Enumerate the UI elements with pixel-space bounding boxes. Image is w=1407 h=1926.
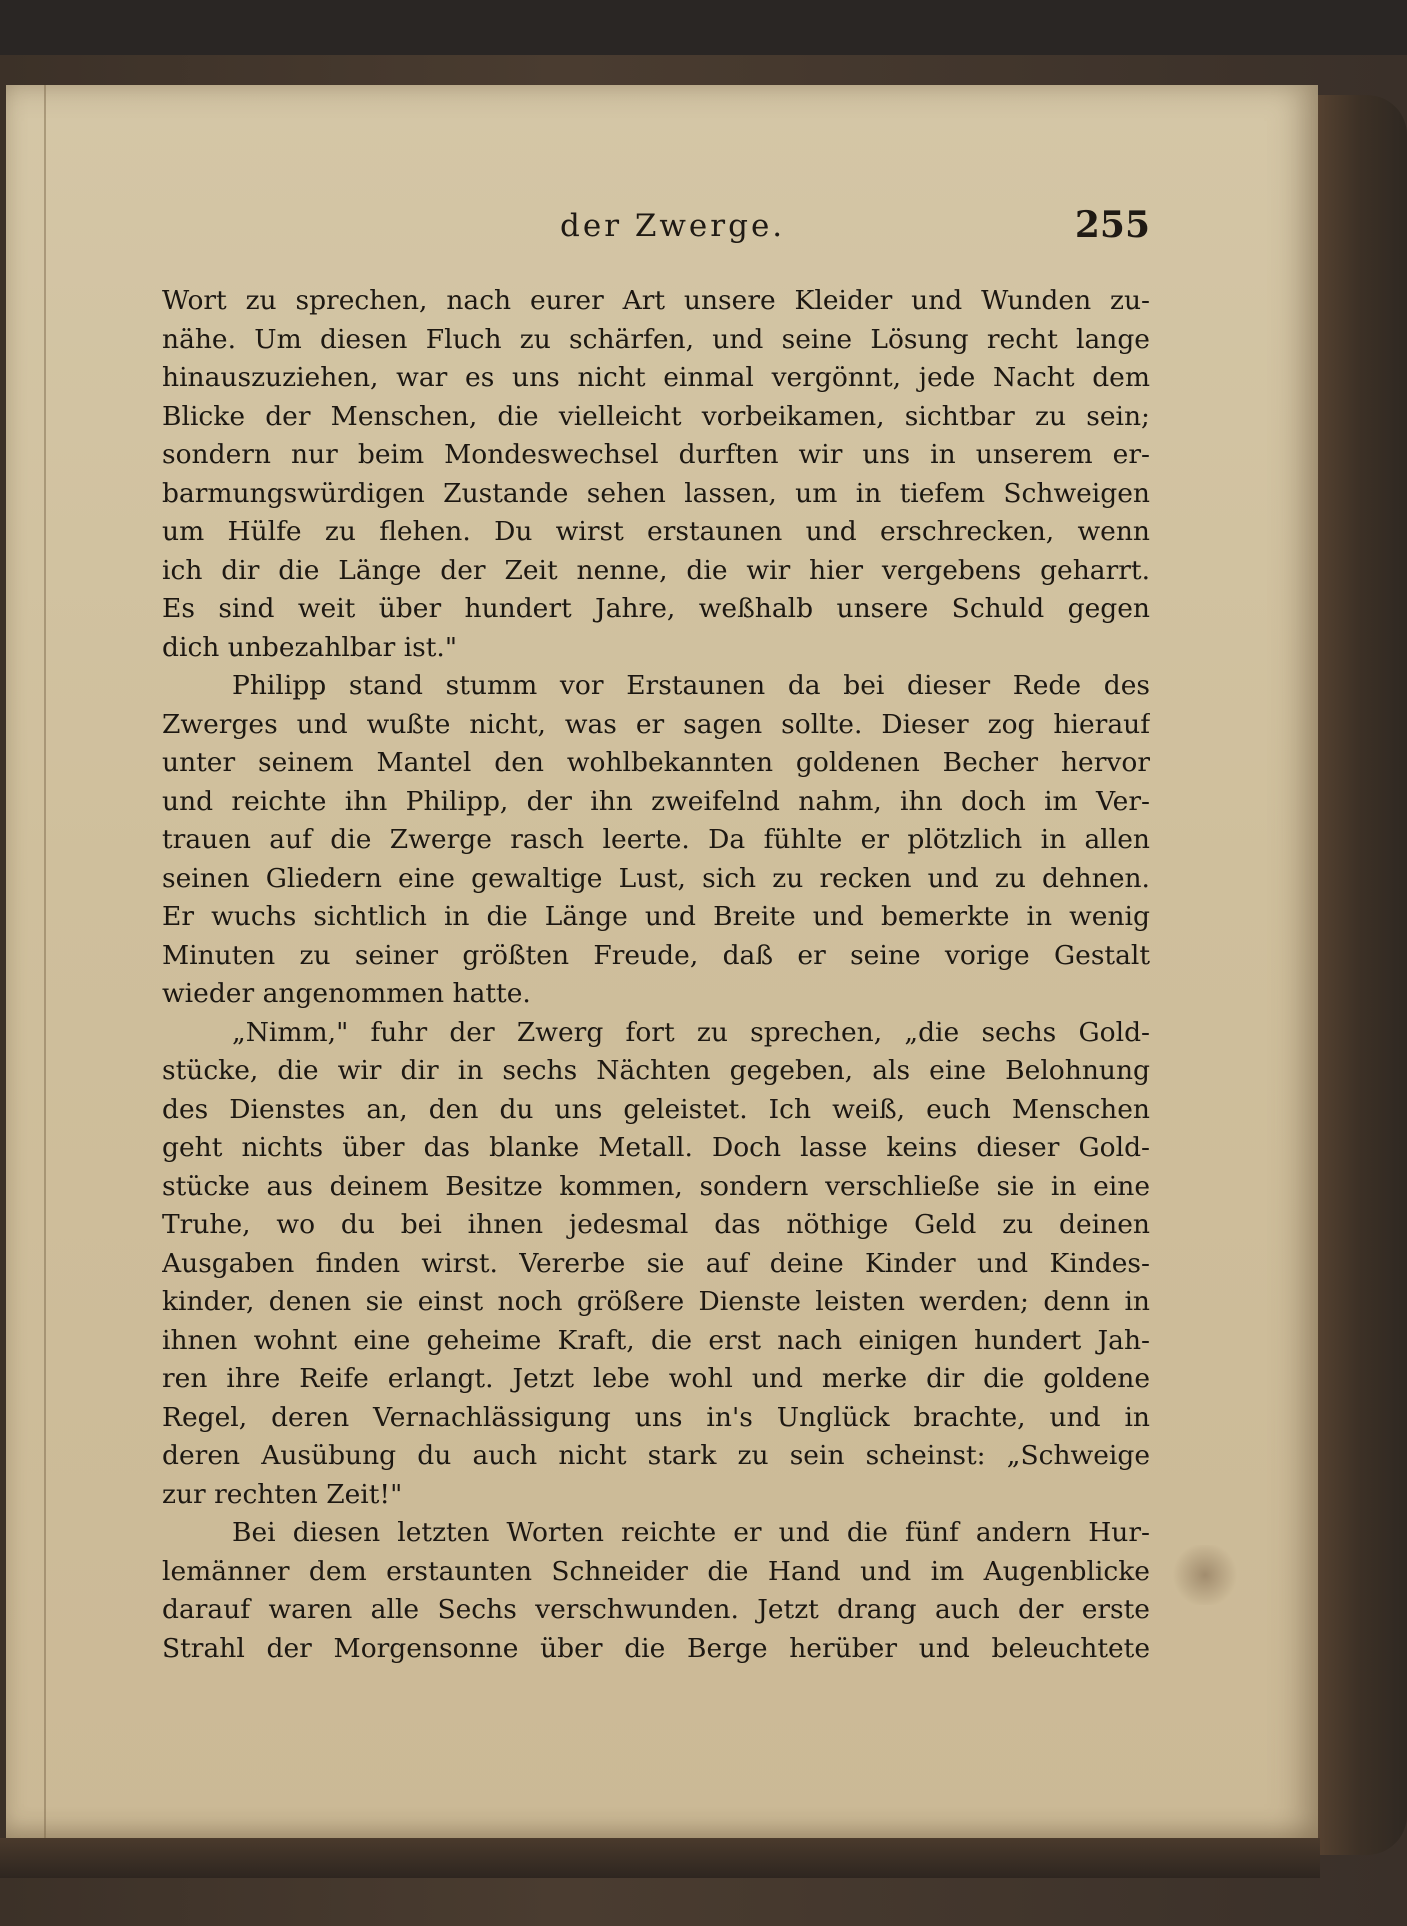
text-line: um Hülfe zu flehen. Du wirst erstaunen und erschrecken, wenn — [162, 516, 1150, 547]
book-cover-edge — [1310, 95, 1407, 1855]
text-line: darauf waren alle Sechs verschwunden. Jetzt drang auch der erste — [162, 1594, 1150, 1625]
text-line: Er wuchs sichtlich in die Länge und Breite und bemerkte in wenig — [162, 901, 1150, 932]
text-line: Minuten zu seiner größten Freude, daß er seine vorige Gestalt — [162, 939, 1150, 971]
page-number: 255 — [1074, 204, 1150, 246]
text-line: stücke aus deinem Besitze kommen, sondern verschließe sie in eine — [162, 1170, 1150, 1202]
text-line: und reichte ihn Philipp, der ihn zweifelnd nahm, ihn doch im Ver- — [162, 785, 1150, 817]
text-line: unter seinem Mantel den wohlbekannten goldenen Becher hervor — [162, 747, 1150, 778]
page-stain — [1170, 1545, 1240, 1605]
text-line: lemänner dem erstaunten Schneider die Hand und im Augenblicke — [162, 1555, 1150, 1587]
text-line: trauen auf die Zwerge rasch leerte. Da fühlte er plötzlich in allen — [162, 824, 1150, 855]
text-line: ihnen wohnt eine geheime Kraft, die erst nach einigen hundert Jah- — [162, 1324, 1150, 1356]
book-bottom-edge — [0, 1838, 1320, 1878]
text-line: barmungswürdigen Zustande sehen lassen, um in tiefem Schweigen — [162, 477, 1150, 509]
running-head: der Zwerge. — [560, 208, 786, 244]
text-line: Ausgaben finden wirst. Vererbe sie auf deine Kinder und Kindes- — [162, 1247, 1150, 1279]
text-line: hinauszuziehen, war es uns nicht einmal vergönnt, jede Nacht dem — [162, 362, 1150, 393]
text-line: des Dienstes an, den du uns geleistet. Ich weiß, euch Menschen — [162, 1093, 1150, 1125]
text-line: „Nimm," fuhr der Zwerg fort zu sprechen, „die sechs Gold- — [232, 1016, 1150, 1048]
text-line: Strahl der Morgensonne über die Berge herüber und beleuchtete — [162, 1632, 1150, 1664]
text-line: Philipp stand stumm vor Erstaunen da bei dieser Rede des — [232, 670, 1150, 701]
text-line: stücke, die wir dir in sechs Nächten gegeben, als eine Belohnung — [162, 1055, 1150, 1086]
text-line: wieder angenommen hatte. — [162, 978, 531, 1009]
text-line: sondern nur beim Mondeswechsel durften wir uns in unserem er- — [162, 439, 1150, 470]
text-line: Wort zu sprechen, nach eurer Art unsere Kleider und Wunden zu- — [162, 285, 1150, 316]
text-line: Bei diesen letzten Worten reichte er und die fünf andern Hur- — [232, 1517, 1150, 1548]
text-line: ich dir die Länge der Zeit nenne, die wir hier vergebens geharrt. — [162, 554, 1150, 586]
text-line: ren ihre Reife erlangt. Jetzt lebe wohl und merke dir die goldene — [162, 1363, 1150, 1394]
page-header — [160, 204, 1150, 258]
text-line: seinen Gliedern eine gewaltige Lust, sich zu recken und zu dehnen. — [162, 862, 1150, 894]
text-line: deren Ausübung du auch nicht stark zu sein scheinst: „Schweige — [162, 1440, 1150, 1471]
text-line: Es sind weit über hundert Jahre, weßhalb unsere Schuld gegen — [162, 593, 1150, 624]
text-line: dich unbezahlbar ist." — [162, 631, 458, 663]
text-line: kinder, denen sie einst noch größere Dienste leisten werden; denn in — [162, 1286, 1150, 1317]
text-line: zur rechten Zeit!" — [162, 1478, 403, 1510]
text-line: Regel, deren Vernachlässigung uns in's Unglück brachte, und in — [162, 1401, 1150, 1433]
text-line: nähe. Um diesen Fluch zu schärfen, und seine Lösung recht lange — [162, 323, 1150, 355]
text-line: Zwerges und wußte nicht, was er sagen sollte. Dieser zog hierauf — [162, 708, 1150, 740]
page-gutter — [44, 85, 46, 1840]
text-line: Truhe, wo du bei ihnen jedesmal das nöthige Geld zu deinen — [162, 1209, 1150, 1240]
body-text — [162, 282, 1150, 1668]
text-line: Blicke der Menschen, die vielleicht vorbeikamen, sichtbar zu sein; — [162, 400, 1150, 432]
text-line: geht nichts über das blanke Metall. Doch lasse keins dieser Gold- — [162, 1132, 1150, 1163]
